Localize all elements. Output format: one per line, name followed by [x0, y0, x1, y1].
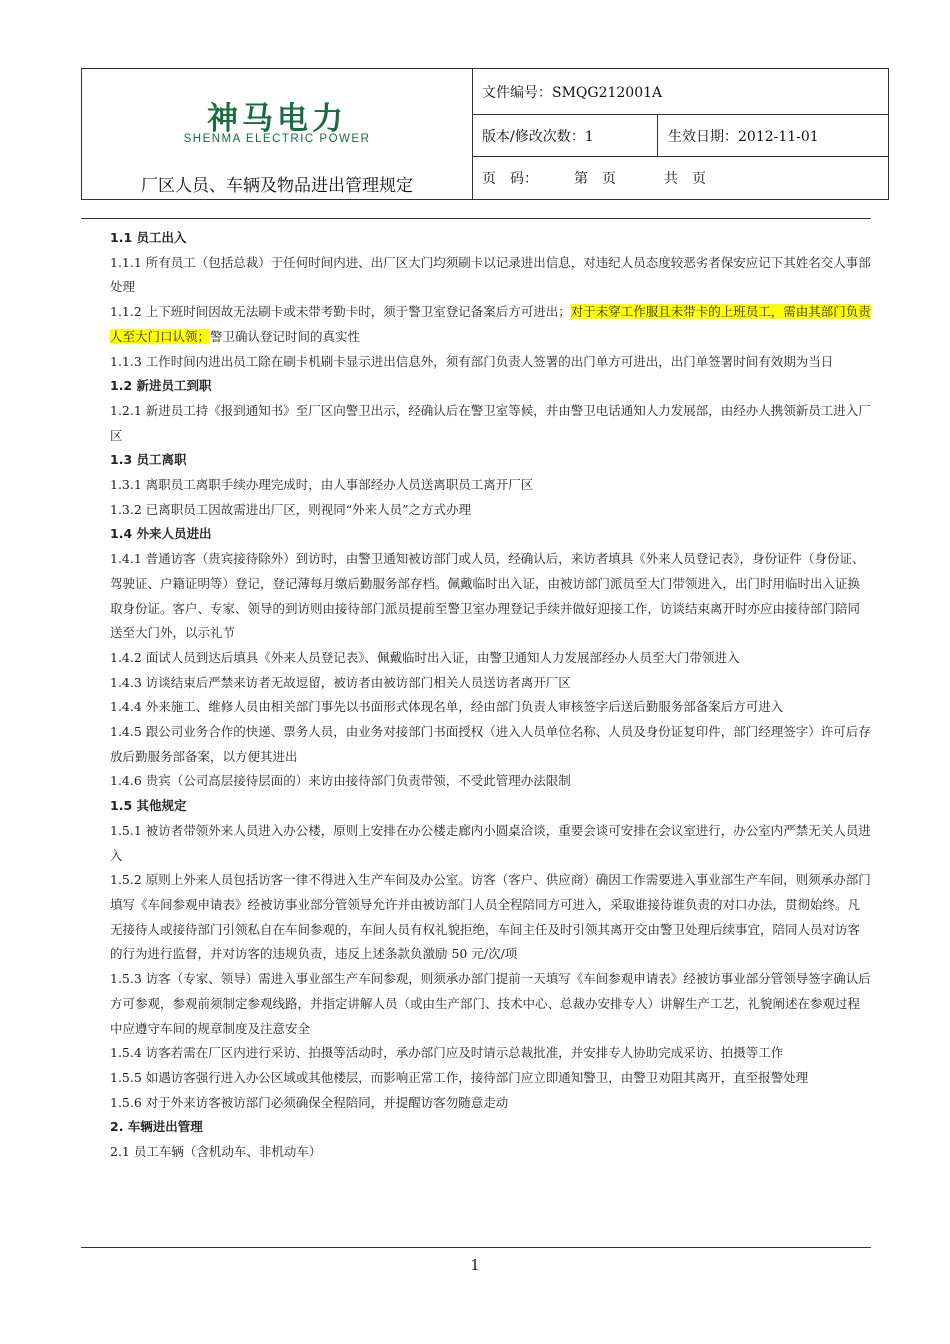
document-title: 厂区人员、车辆及物品进出管理规定	[141, 176, 413, 196]
paragraph: 1.1.1 所有员工（包括总裁）于任何时间内进、出厂区大门均须刷卡以记录进出信息，对违纪人员态度较恶劣者保安应记下其姓名交人事部处理	[110, 254, 871, 295]
page-number: 1	[470, 1256, 480, 1274]
paragraph: 1.4.2 面试人员到达后填具《外来人员登记表》、佩戴临时出入证，由警卫通知人力发展部经办人员至大门带领进入	[110, 649, 740, 665]
paragraph: 1.3.1 离职员工离职手续办理完成时，由人事部经办人员送离职员工离开厂区	[110, 477, 534, 493]
paragraph: 1.4.1 普通访客（贵宾接待除外）到访时，由警卫通知被访部门或人员，经确认后，来访者填具《外来人员登记表》，身份证件（身份证、驾驶证、户籍证明等）登记，登记薄每月缴后勤服务部存档。佩戴临时出入证，由被访部门派员至大门带领进入，出门时用临时出入证换取身份证。客户、专家、领导的到访则由接待部门派员提前至警卫室办理登记手续并做好迎接工作，访谈结束离开时亦应由接待部门陪同送至大门外，以示礼节	[110, 551, 865, 641]
paragraph: 1.4.6 贵宾（公司高层接待层面的）来访由接待部门负责带领，不受此管理办法限制	[110, 773, 571, 789]
section-heading: 1.5 其他规定	[110, 798, 187, 814]
paragraph: 1.5.4 访客若需在厂区内进行采访、拍摄等活动时，承办部门应及时请示总裁批准，并安排专人协助完成采访、拍摄等工作	[110, 1045, 784, 1061]
paragraph-text: 警卫确认登记时间的真实性	[210, 328, 361, 344]
page-total: 共 页	[664, 171, 706, 187]
version: 版本/修改次数：1	[482, 128, 594, 145]
version-divider	[657, 115, 658, 156]
company-logo-english: SHENMA ELECTRIC POWER	[183, 133, 371, 145]
section-heading: 2. 车辆进出管理	[110, 1119, 203, 1135]
version-row	[472, 115, 888, 157]
paragraph: 1.4.5 跟公司业务合作的快递、票务人员，由业务对接部门书面授权（进入人员单位名称、人员及身份证复印件，部门经理签字）许可后存放后勤服务部备案，以方便其进出	[110, 724, 871, 764]
paragraph: 1.5.6 对于外来访客被访部门必须确保全程陪同，并提醒访客勿随意走动	[110, 1094, 509, 1110]
header-logo-cell	[82, 69, 473, 199]
file-number: 文件编号：SMQG212001A	[482, 84, 663, 101]
paragraph	[110, 300, 872, 349]
effective-date: 生效日期：2012-11-01	[668, 128, 819, 145]
footer-separator	[81, 1247, 871, 1248]
company-logo: 神马电力	[207, 101, 347, 137]
paragraph: 1.4.3 访谈结束后严禁来访者无故逗留，被访者由被访部门相关人员送访者离开厂区	[110, 674, 571, 690]
paragraph-text: 1.1.2 上下班时间因故无法刷卡或未带考勤卡时，须于警卫室登记备案后方可进出；	[110, 304, 571, 320]
section-heading: 1.3 员工离职	[110, 452, 187, 468]
paragraph: 1.4.4 外来施工、维修人员由相关部门事先以书面形式体现名单，经由部门负责人审核签字后送后勤服务部备案后方可进入	[110, 699, 784, 715]
section-heading: 1.4 外来人员进出	[110, 526, 212, 542]
paragraph: 1.5.1 被访者带领外来人员进入办公楼，原则上安排在办公楼走廊内小圆桌洽谈，重要会谈可安排在会议室进行，办公室内严禁无关人员进入	[110, 822, 871, 863]
paragraph: 1.5.2 原则上外来人员包括访客一律不得进入生产车间及办公室。访客（客户、供应商）确因工作需要进入事业部生产车间，则须承办部门填写《车间参观申请表》经被访事业部分管领导允许并由被访部门人员全程陪同方可进入，采取谁接待谁负责的对口办法，贯彻始终。凡无接待人或接待部门引领私自在车间参观的，车间人员有权礼貌拒绝，车间主任及时引领其离开交由警卫处理后续事宜，陪同人员对访客的行为进行监督，并对访客的违规负责，违反上述条款负激励 50 元/次/项	[110, 872, 871, 962]
document-body	[110, 226, 872, 1165]
highlighted-text: 对于未穿工作服且未带卡的上班员工，需由其部门负责人至大门口认领；	[110, 304, 871, 344]
page-label: 页 码：	[482, 171, 538, 187]
page-row	[472, 157, 888, 199]
section-heading: 1.1 员工出入	[110, 230, 187, 245]
header-separator	[81, 218, 871, 219]
paragraph: 1.3.2 已离职员工因故需进出厂区，则视同“外来人员”之方式办理	[110, 501, 472, 517]
paragraph: 1.2.1 新进员工持《报到通知书》至厂区向警卫出示，经确认后在警卫室等候，并由警卫电话通知人力发展部，由经办人携领新员工进入厂区	[110, 402, 871, 443]
paragraph: 1.5.5 如遇访客强行进入办公区域或其他楼层，而影响正常工作，接待部门应立即通知警卫，由警卫劝阻其离开，直至报警处理	[110, 1069, 809, 1085]
paragraph: 2.1 员工车辆（含机动车、非机动车）	[110, 1144, 322, 1160]
paragraph: 1.1.3 工作时间内进出员工除在刷卡机刷卡显示进出信息外，须有部门负责人签署的出门单方可进出，出门单签署时间有效期为当日	[110, 353, 834, 369]
section-heading: 1.2 新进员工到职	[110, 378, 212, 394]
file-number-row	[472, 69, 888, 115]
paragraph: 1.5.3 访客（专家、领导）需进入事业部生产车间参观，则须承办部门提前一天填写《车间参观申请表》经被访事业部分管领导签字确认后方可参观，参观前须制定参观线路，并指定讲解人员（或由生产部门、技术中心、总裁办安排专人）讲解生产工艺，礼貌阐述在参观过程中应遵守车间的规章制度及注意安全	[110, 971, 871, 1036]
page-current: 第 页	[574, 171, 616, 187]
document-header	[81, 68, 889, 200]
